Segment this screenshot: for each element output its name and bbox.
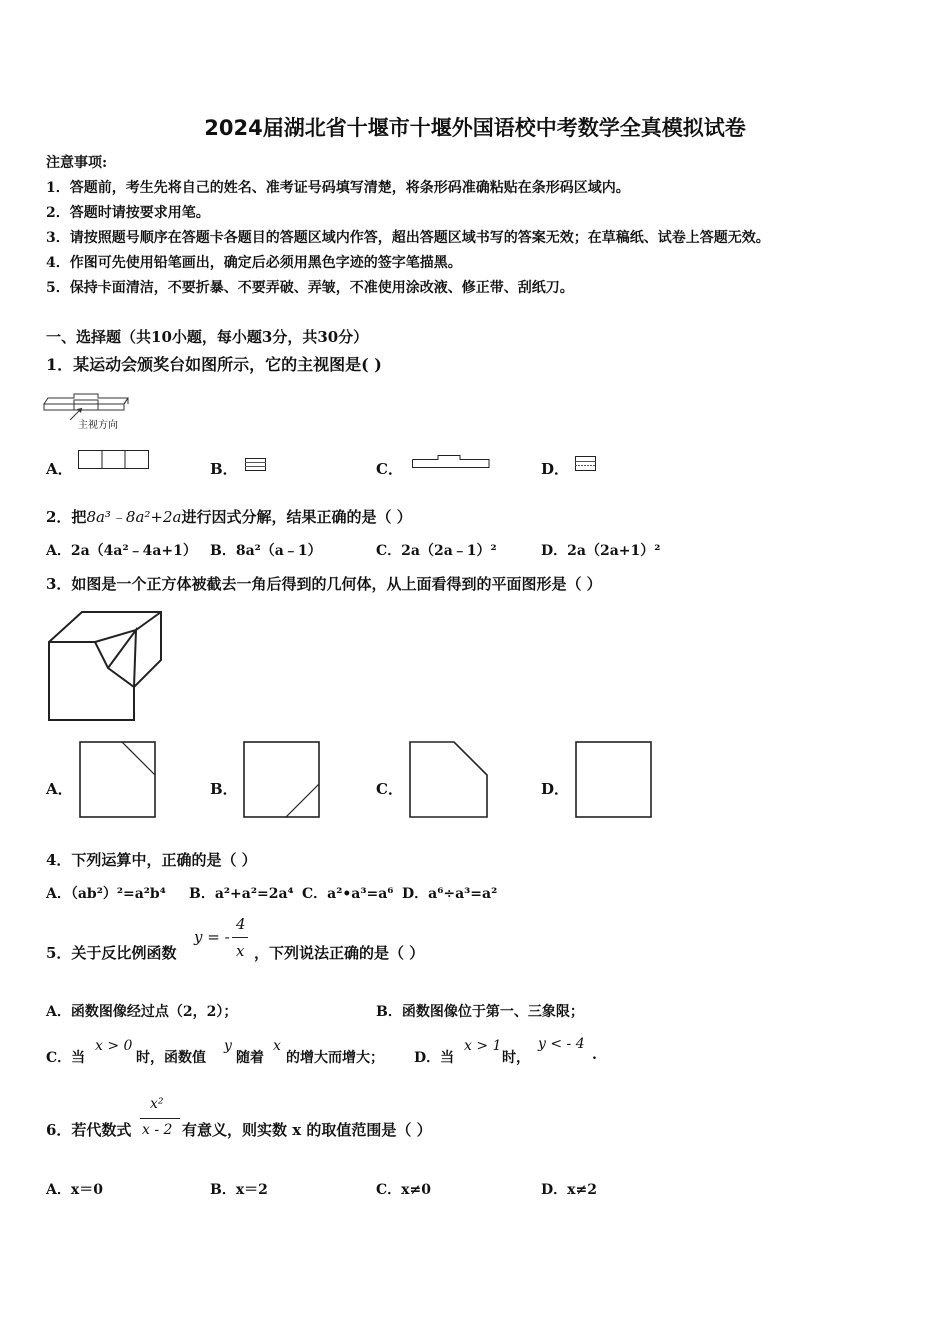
q6-fraction-denominator: x - 2 — [142, 1122, 173, 1138]
q4-option-b: B．a²+a²=2a⁴ — [189, 886, 294, 902]
notice-item: 5．保持卡面清洁，不要折暴、不要弄破、弄皱，不准使用涂改液、修正带、刮纸刀。 — [46, 280, 574, 296]
q5-option-c-y: y — [224, 1038, 232, 1054]
q5-function-lhs: y = - — [194, 928, 230, 946]
q6-option-a: A．x＝0 — [46, 1182, 103, 1198]
question-3-stem: 3．如图是一个正方体被截去一角后得到的几何体，从上面看得到的平面图形是（ ） — [46, 575, 602, 593]
q5-option-d-end: . — [592, 1047, 597, 1063]
q5-option-d-mid: 时， — [502, 1050, 530, 1066]
question-5-stem-suffix: ，下列说法正确的是（ ） — [254, 944, 425, 962]
q1-option-c-figure — [412, 453, 492, 469]
q4-option-c: C．a²•a³=a⁶ — [302, 886, 394, 902]
question-4-stem: 4．下列运算中，正确的是（ ） — [46, 851, 257, 869]
question-5-stem-prefix: 5．关于反比例函数 — [46, 944, 177, 962]
question-6-stem-prefix: 6．若代数式 — [46, 1121, 132, 1139]
q2-stem-prefix: 2．把 — [46, 508, 87, 526]
q5-option-c-suffix: 的增大而增大； — [286, 1050, 384, 1066]
page-title: 2024届湖北省十堰市十堰外国语校中考数学全真模拟试卷 — [204, 116, 746, 140]
q3-option-d-label: D． — [541, 780, 570, 798]
q1-option-d-figure — [575, 456, 597, 472]
q5-function-denominator: x — [236, 942, 245, 960]
q6-option-c: C．x≠0 — [376, 1182, 431, 1198]
q6-fraction-bar — [140, 1118, 180, 1119]
q2-option-b: B．8a²（a﹣1） — [210, 543, 322, 559]
q5-option-c-mid: 时，函数值 — [136, 1050, 206, 1066]
q3-option-d-figure — [575, 741, 653, 819]
q6-fraction-numerator: x² — [150, 1096, 164, 1112]
q5-option-c-condition: x > 0 — [95, 1038, 133, 1054]
q2-option-c: C．2a（2a﹣1）² — [376, 543, 497, 559]
question-6-stem-suffix: 有意义，则实数 x 的取值范围是（ ） — [182, 1121, 432, 1139]
q5-option-c-x: x — [273, 1038, 281, 1054]
notice-item: 4．作图可先使用铅笔画出，确定后必须用黑色字迹的签字笔描黑。 — [46, 255, 462, 271]
q5-function-numerator: 4 — [236, 915, 246, 933]
q1-option-b-figure — [245, 458, 267, 472]
cut-cube-figure — [48, 608, 166, 724]
q1-option-a-figure — [78, 450, 150, 470]
q3-option-b-label: B． — [210, 780, 238, 798]
q3-option-a-label: A． — [46, 780, 73, 798]
question-1-stem: 1．某运动会颁奖台如图所示，它的主视图是( ) — [46, 355, 382, 374]
q5-option-d-prefix: D．当 — [414, 1050, 455, 1066]
q5-option-d-condition: x > 1 — [464, 1038, 502, 1054]
q6-option-b: B．x＝2 — [210, 1182, 268, 1198]
q2-option-a: A．2a（4a²﹣4a+1） — [46, 543, 197, 559]
notice-item: 2．答题时请按要求用笔。 — [46, 205, 210, 221]
q5-option-c-prefix: C．当 — [46, 1050, 86, 1066]
q2-expression: 8a³﹣8a²+2a — [86, 508, 182, 526]
section-heading: 一、选择题（共10小题，每小题3分，共30分） — [46, 328, 369, 346]
view-direction-label: 主视方向 — [78, 420, 118, 431]
question-2-stem — [46, 506, 412, 527]
q3-option-c-figure — [409, 741, 489, 819]
q3-option-b-figure — [243, 741, 321, 819]
q5-option-a: A．函数图像经过点（2，2）； — [46, 1004, 238, 1020]
q4-option-d: D．a⁶÷a³=a² — [402, 886, 498, 902]
q3-option-a-figure — [79, 741, 157, 819]
q1-option-a-label: A． — [46, 460, 73, 478]
q3-option-c-label: C． — [376, 780, 403, 798]
q1-option-d-label: D． — [541, 460, 570, 478]
q6-option-d: D．x≠2 — [541, 1182, 597, 1198]
notice-heading: 注意事项: — [46, 155, 108, 171]
q5-option-b: B．函数图像位于第一、三象限； — [376, 1004, 584, 1020]
q5-option-c-mid2: 随着 — [236, 1050, 264, 1066]
q2-stem-suffix: 进行因式分解，结果正确的是（ ） — [181, 508, 412, 526]
q5-fraction-bar — [232, 937, 248, 938]
q1-option-c-label: C． — [376, 460, 403, 478]
q4-option-a: A．（ab²）²=a²b⁴ — [46, 886, 166, 902]
notice-item: 1．答题前，考生先将自己的姓名、准考证号码填写清楚，将条形码准确粘贴在条形码区域内。 — [46, 180, 630, 196]
q5-option-d-result: y < - 4 — [538, 1036, 585, 1052]
notice-item: 3．请按照题号顺序在答题卡各题目的答题区域内作答，超出答题区域书写的答案无效；在草稿纸、试卷上答题无效。 — [46, 230, 770, 246]
q1-option-b-label: B． — [210, 460, 238, 478]
q2-option-d: D．2a（2a+1）² — [541, 543, 661, 559]
